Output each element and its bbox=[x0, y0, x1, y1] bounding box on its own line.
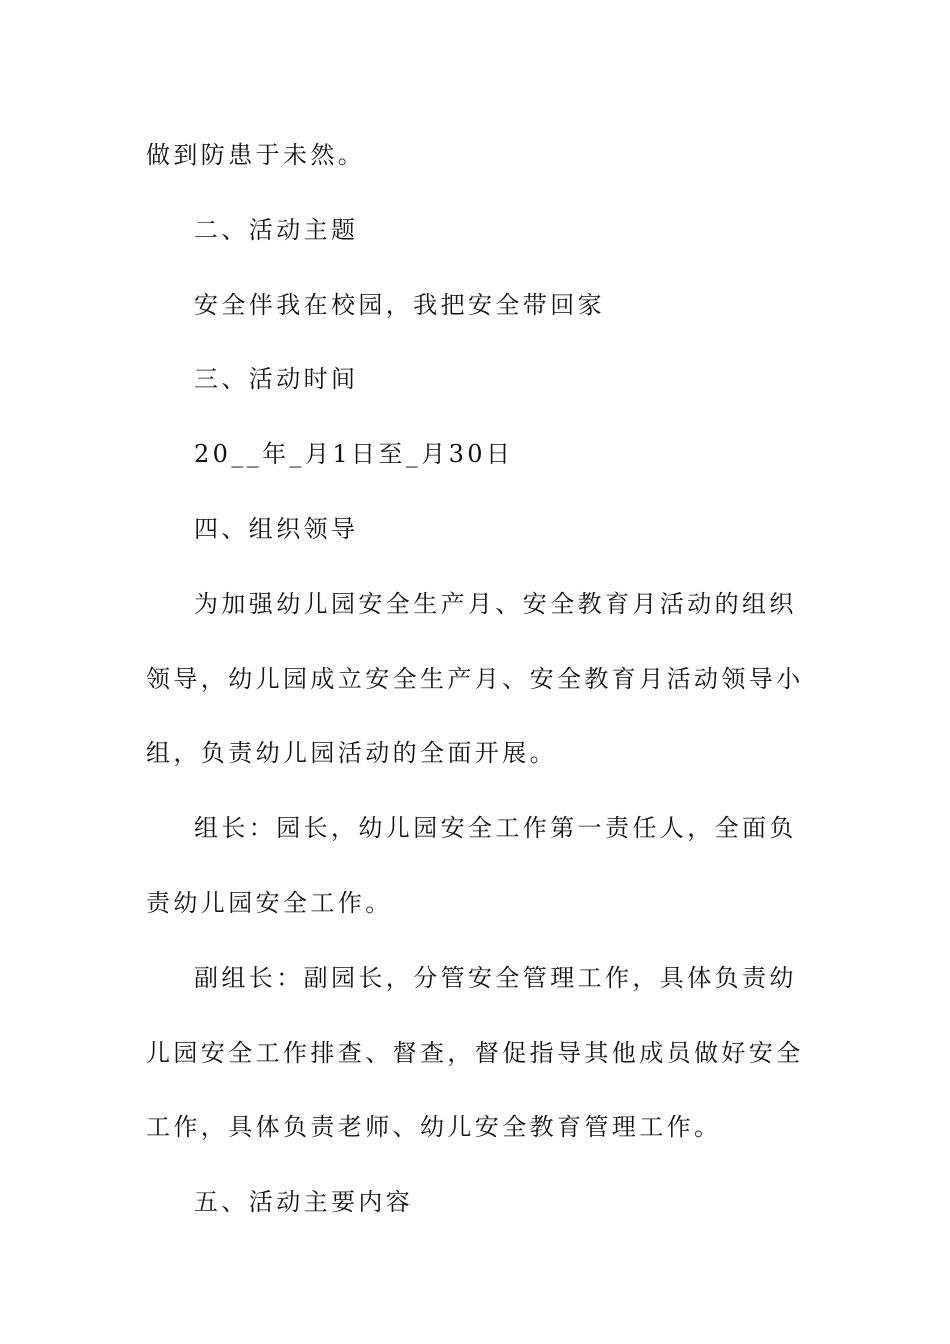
section-heading-content: 五、活动主要内容 bbox=[194, 1188, 414, 1217]
leadership-paragraph: 为加强幼儿园安全生产月、安全教育月活动的组织领导，幼儿园成立安全生产月、安全教育月活动领导小组，负责幼儿园活动的全面开展。 bbox=[146, 589, 804, 768]
time-text: 20__年_月1日至_月30日 bbox=[194, 440, 514, 469]
section-heading-time: 三、活动时间 bbox=[194, 365, 359, 394]
section-heading-theme: 二、活动主题 bbox=[194, 215, 359, 244]
section-heading-leadership: 四、组织领导 bbox=[194, 514, 359, 543]
leader-paragraph: 组长：园长，幼儿园安全工作第一责任人，全面负责幼儿园安全工作。 bbox=[146, 814, 797, 917]
deputy-leader-paragraph: 副组长：副园长，分管安全管理工作，具体负责幼儿园安全工作排查、督查，督促指导其他成员做好安全工作，具体负责老师、幼儿安全教育管理工作。 bbox=[146, 963, 804, 1142]
document-body bbox=[146, 118, 806, 1240]
theme-text: 安全伴我在校园，我把安全带回家 bbox=[194, 290, 605, 319]
paragraph-continuation: 做到防患于未然。 bbox=[146, 141, 366, 169]
